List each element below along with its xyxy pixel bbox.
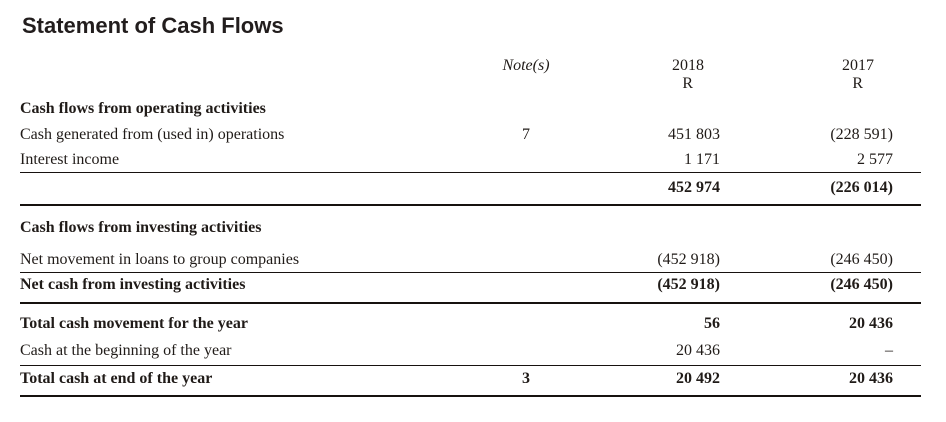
row-label: Total cash at end of the year [20, 365, 461, 396]
amount-2018: 20 492 [591, 365, 731, 396]
row-label: Interest income [20, 145, 461, 172]
row-label: Net cash from investing activities [20, 272, 461, 303]
column-header-notes: Note(s) [502, 57, 550, 74]
amount-2018: 451 803 [668, 126, 720, 143]
row-label: Total cash movement for the year [20, 315, 248, 332]
amount-2017: (226 014) [731, 172, 921, 205]
total-row [20, 309, 921, 333]
amount-2018: 452 974 [591, 172, 731, 205]
spacer-row [20, 205, 921, 213]
row-label: Cash at the beginning of the year [20, 333, 461, 365]
column-header-2018: 2018 [672, 57, 704, 74]
total-row [20, 365, 921, 396]
section-title: Cash flows from investing activities [20, 219, 262, 236]
amount-2017: (228 591) [830, 126, 893, 143]
total-row [20, 272, 921, 303]
line-item-row [20, 237, 921, 272]
amount-2017: 2 577 [731, 145, 921, 172]
column-header-2017: 2017 [842, 57, 874, 74]
amount-2018: 20 436 [591, 333, 731, 365]
page-title: Statement of Cash Flows [22, 13, 284, 38]
section-header-row [20, 93, 921, 118]
currency-label-2018: R [682, 75, 693, 92]
amount-2017: (246 450) [731, 272, 921, 303]
amount-2018: 1 171 [591, 145, 731, 172]
section-header-row [20, 213, 921, 237]
line-item-row [20, 333, 921, 365]
row-label [20, 172, 461, 205]
currency-label-2017: R [852, 75, 863, 92]
cash-flow-table [20, 40, 921, 397]
amount-2018: (452 918) [591, 272, 731, 303]
row-label: Net movement in loans to group companies [20, 237, 461, 272]
amount-2017: 20 436 [849, 315, 893, 332]
note-value: 3 [461, 365, 591, 396]
amount-2017: – [731, 333, 921, 365]
currency-header-row [20, 76, 921, 93]
amount-2018: (452 918) [591, 237, 731, 272]
line-item-row [20, 118, 921, 145]
row-label: Cash generated from (used in) operations [20, 126, 285, 143]
section-title: Cash flows from operating activities [20, 100, 266, 117]
amount-2017: 20 436 [731, 365, 921, 396]
line-item-row [20, 145, 921, 172]
header-spacer [20, 40, 461, 76]
note-value: 7 [522, 126, 530, 143]
amount-2018: 56 [704, 315, 720, 332]
subtotal-row [20, 172, 921, 205]
amount-2017: (246 450) [731, 237, 921, 272]
column-header-row [20, 40, 921, 76]
